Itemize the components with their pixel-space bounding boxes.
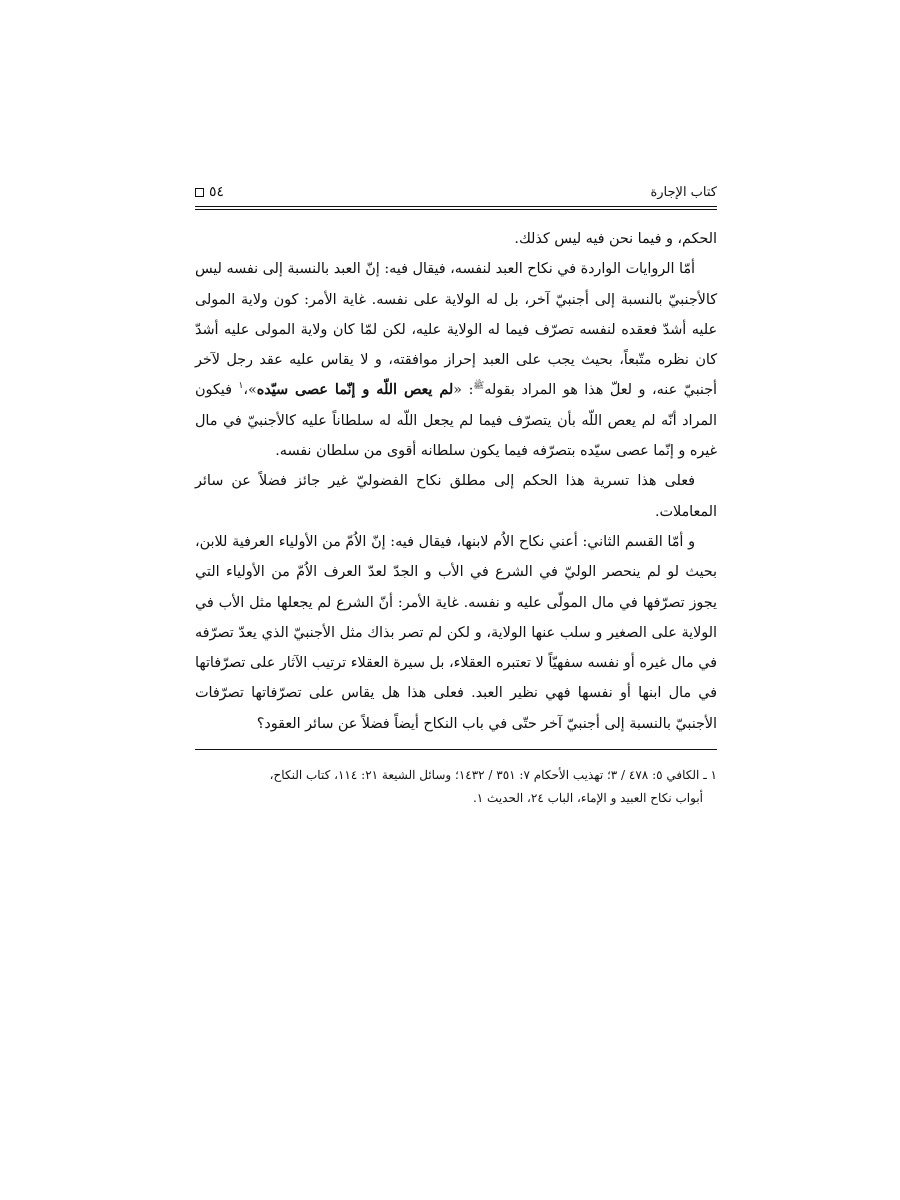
document-page — [195, 178, 717, 810]
body-text — [195, 224, 717, 739]
running-header — [195, 178, 717, 200]
paragraph-4: و أمّا القسم الثاني: أعني نكاح الاُم لابنها، فيقال فيه: إنّ الاُمّ من الأولياء العرفية للابن، بحيث لو لم ينحصر الوليّ في الشرع في الأب و الجدّ لعدّ العرف الاُمّ من الأولياء التي يجوز تصرّفها في مال المولّى عليه و نفسه. غاية الأمر: أنّ الشرع لم يجعلها مثل الأب في الولاية على الصغير و سلب عنها الولاية، و لكن لم تصر بذاك مثل الأجنبيّ الذي يعدّ تصرّفه في مال غيره أو نفسه سفهيّاً لا تعتبره العقلاء، بل سيرة العقلاء ترتيب الآثار على تصرّفاتها في مال ابنها أو نفسها فهي نظير العبد. فعلى هذا هل يقاس على تصرّفاتها تصرّفات الأجنبيّ بالنسبة إلى أجنبيّ آخر حتّى في باب النكاح أيضاً فضلاً عن سائر العقود؟ — [195, 533, 717, 732]
page-number-group — [195, 184, 224, 200]
square-outline-icon — [195, 188, 204, 197]
footnote-line-2: أبواب نكاح العبيد و الإماء، الباب ٢٤، الحديث ١. — [472, 791, 703, 806]
footnote-rule — [195, 749, 717, 750]
header-rule-thin — [195, 209, 717, 210]
paragraph-1: الحكم، و فيما نحن فيه ليس كذلك. — [514, 231, 717, 247]
header-rule — [195, 206, 717, 207]
paragraph-2-part-a: أمّا الروايات الواردة في نكاح العبد لنفسه، فيقال فيه: إنّ العبد بالنسبة إلى نفسه ليس كالأجنبيّ بالنسبة إلى أجنبيّ آخر، بل له الولاية على نفسه. غاية الأمر: كون ولاية المولى عليه أشدّ فعقده لنفسه تصرّف فيما له الولاية عليه، لكن لمّا كان ولاية المولى عليه أشدّ كان نظره متّبعاً، بحيث يجب على العبد إحراز موافقته، و لا يقاس عليه عقد رجل لآخر أجنبيّ عنه، و لعلّ هذا هو المراد بقوله — [195, 261, 718, 399]
footnote-line-1: ١ ـ الكافي ٥: ٤٧٨ / ٣؛ تهذيب الأحكام ٧: ٣٥١ / ١٤٣٢؛ وسائل الشيعة ٢١: ١١٤، كتاب النكاح، — [269, 768, 717, 783]
paragraph-2-part-c: »، — [243, 382, 257, 399]
hadith-quote: لم يعص اللّه و إنّما عصى سيّده — [256, 382, 454, 399]
page-number: ٥٤ — [209, 184, 225, 200]
footnote-1 — [195, 764, 717, 810]
footnote-marker[interactable]: ١ — [238, 381, 244, 392]
paragraph-3: فعلى هذا تسرية هذا الحكم إلى مطلق نكاح الفضوليّ غير جائز فضلاً عن سائر المعاملات. — [195, 473, 717, 520]
paragraph-2-part-b: : « — [453, 382, 474, 399]
paragraph-2-part-d: فيكون المراد أنّه لم يعص اللّه بأن يتصرّف فيما لم يجعل اللّه له سلطاناً عليه كالأجنبيّ في مال غيره و إنّما عصى سيّده بتصرّفه فيما يكون سلطانه أقوى من سلطان نفسه. — [195, 382, 717, 460]
paragraph-2 — [195, 254, 717, 466]
honorific-symbol: ﷺ — [473, 381, 485, 392]
book-title: كتاب الإجارة — [650, 185, 717, 200]
